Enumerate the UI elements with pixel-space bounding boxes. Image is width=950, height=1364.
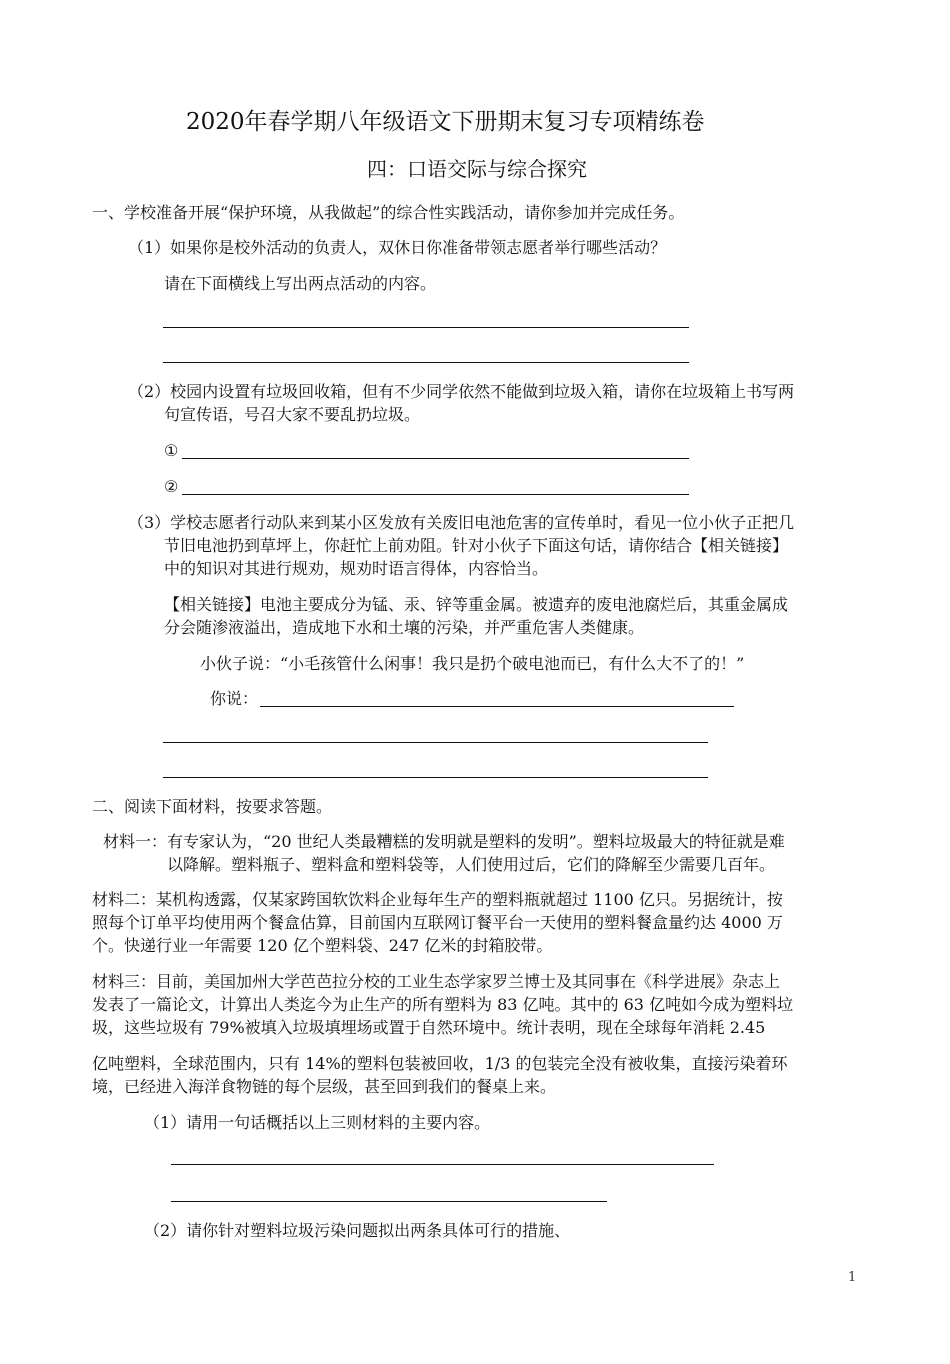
q1-answer-line-2[interactable]: [163, 362, 689, 363]
page-title: 2020年春学期八年级语文下册期末复习专项精练卷: [186, 109, 705, 135]
q3-answer-line-3[interactable]: [163, 777, 708, 778]
material3-line2: 发表了一篇论文，计算出人类迄今为止生产的所有塑料为 83 亿吨。其中的 63 亿吨如今成为塑料垃: [92, 995, 794, 1014]
you-say-label: 你说：: [210, 689, 259, 708]
q2-line2: 句宣传语，号召大家不要乱扔垃圾。: [164, 405, 421, 424]
q3-line1: （3）学校志愿者行动队来到某小区发放有关废旧电池危害的宣传单时，看见一位小伙子正把几: [128, 513, 795, 532]
q2-answer-line-2[interactable]: [182, 494, 689, 495]
related-link-line2: 分会随渗液溢出，造成地下水和土壤的污染，并严重危害人类健康。: [164, 618, 645, 637]
young-man-quote: 小伙子说：“小毛孩管什么闲事！我只是扔个破电池而已，有什么大不了的！”: [200, 654, 745, 673]
material2-line3: 个。快递行业一年需要 120 亿个塑料袋、247 亿米的封箱胶带。: [92, 936, 553, 955]
section1-intro: 一、学校准备开展“保护环境，从我做起”的综合性实践活动，请你参加并完成任务。: [92, 203, 685, 222]
page-subtitle: 四：口语交际与综合探究: [367, 157, 587, 181]
section2-intro: 二、阅读下面材料，按要求答题。: [92, 797, 333, 816]
page-number: 1: [848, 1270, 857, 1285]
q3-answer-line-1[interactable]: [260, 706, 734, 707]
q1-line2: 请在下面横线上写出两点活动的内容。: [164, 274, 437, 293]
material3-line1: 材料三：目前，美国加州大学芭芭拉分校的工业生态学家罗兰博士及其同事在《科学进展》杂志上: [92, 972, 781, 991]
q1-answer-line-1[interactable]: [163, 327, 689, 328]
section2-q2: （2）请你针对塑料垃圾污染问题拟出两条具体可行的措施、: [144, 1221, 571, 1240]
q2-mark-2: ②: [164, 477, 179, 496]
q1-line1: （1）如果你是校外活动的负责人，双休日你准备带领志愿者举行哪些活动？: [128, 238, 667, 257]
q3-answer-line-2[interactable]: [163, 742, 708, 743]
material2-line1: 材料二：某机构透露，仅某家跨国软饮料企业每年生产的塑料瓶就超过 1100 亿只。另据统计，按: [92, 890, 783, 909]
section2-q1-answer-line-2[interactable]: [171, 1201, 607, 1202]
q2-answer-line-1[interactable]: [182, 458, 689, 459]
q3-line3: 中的知识对其进行规劝，规劝时语言得体，内容恰当。: [164, 559, 549, 578]
section2-q1-answer-line-1[interactable]: [171, 1164, 714, 1165]
material3-line5: 境，已经进入海洋食物链的每个层级，甚至回到我们的餐桌上来。: [92, 1077, 557, 1096]
material1-line1: 材料一：有专家认为，“20 世纪人类最糟糕的发明就是塑料的发明”。塑料垃圾最大的特征就是难: [103, 832, 785, 851]
material1-line2: 以降解。塑料瓶子、塑料盒和塑料袋等，人们使用过后，它们的降解至少需要几百年。: [167, 855, 776, 874]
material2-line2: 照每个订单平均使用两个餐盒估算，目前国内互联网订餐平台一天使用的塑料餐盒量约达 4000 万: [92, 913, 783, 932]
q2-mark-1: ①: [164, 441, 179, 460]
material3-line4: 亿吨塑料，全球范围内，只有 14%的塑料包装被回收，1/3 的包装完全没有被收集，直接污染着环: [92, 1054, 788, 1073]
q3-line2: 节旧电池扔到草坪上，你赶忙上前劝阻。针对小伙子下面这句话，请你结合【相关链接】: [164, 536, 789, 555]
related-link-line1: 【相关链接】电池主要成分为锰、汞、锌等重金属。被遗弃的废电池腐烂后，其重金属成: [164, 595, 789, 614]
q2-line1: （2）校园内设置有垃圾回收箱，但有不少同学依然不能做到垃圾入箱，请你在垃圾箱上书写两: [128, 382, 795, 401]
section2-q1: （1）请用一句话概括以上三则材料的主要内容。: [144, 1113, 491, 1132]
material3-line3: 圾，这些垃圾有 79%被填入垃圾填埋场或置于自然环境中。统计表明，现在全球每年消耗 2.45: [92, 1018, 766, 1037]
